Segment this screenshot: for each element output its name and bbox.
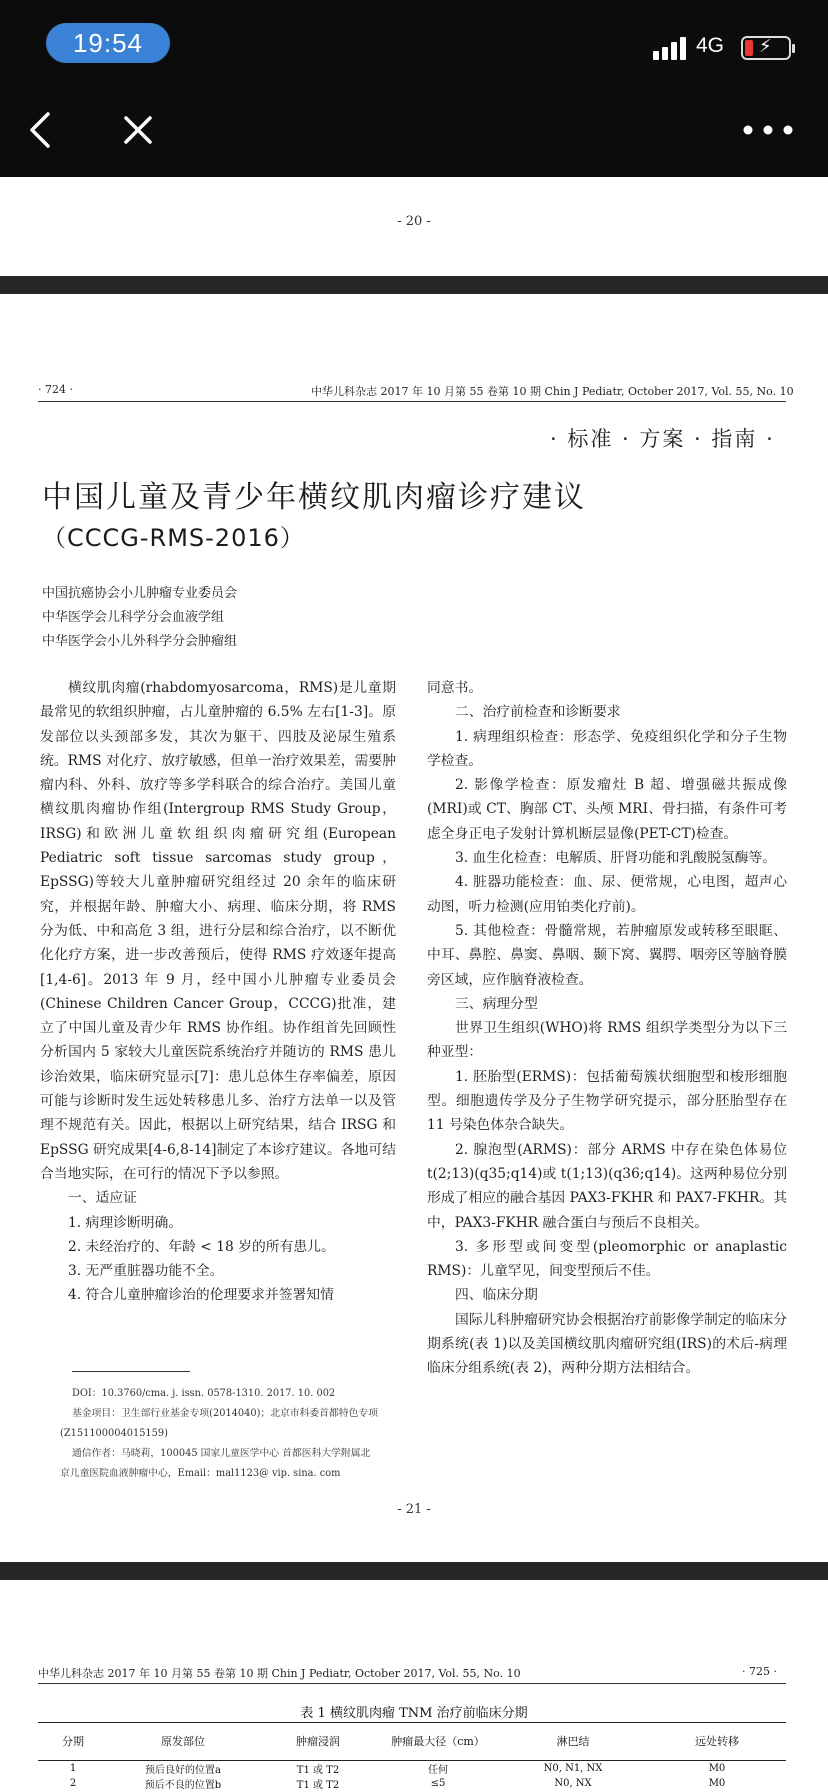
tnm-table <box>38 1722 786 1791</box>
left-column <box>40 676 396 1308</box>
table-cell: ≤5 <box>430 1778 446 1789</box>
paragraph: 1. 病理组织检查：形态学、免疫组织化学和分子生物学检查。 <box>427 728 787 769</box>
top-bar <box>0 0 828 177</box>
footnote-rule <box>72 1371 190 1372</box>
section-heading: 一、适应证 <box>68 1190 137 1207</box>
column-header: 分期 <box>38 1723 108 1761</box>
paragraph: 2. 影像学检查：原发瘤灶 B 超、增强磁共振成像(MRI)或 CT、胸部 CT、头颅 MRI、骨扫描，有条件可考虑全身正电子发射计算机断层显像(PET-CT)检查。 <box>427 777 787 842</box>
author: 中华医学会儿科学分会血液学组 <box>42 610 225 625</box>
table-cell: 预后良好的位置a <box>145 1765 221 1776</box>
column-header: 淋巴结 <box>498 1723 648 1761</box>
page-number-middle: - 21 - <box>397 1502 431 1517</box>
table-row <box>38 1776 786 1791</box>
more-options-icon[interactable] <box>740 120 796 140</box>
article-subtitle: （CCCG-RMS-2016） <box>42 524 305 552</box>
list-item: 2. 未经治疗的、年龄 < 18 岁的所有患儿。 <box>68 1238 335 1255</box>
next-page-journal: 中华儿科杂志 2017 年 10 月第 55 卷第 10 期 Chin J Pediatr, October 2017, Vol. 55, No. 10 <box>38 1667 521 1680</box>
paragraph: 世界卫生组织(WHO)将 RMS 组织学类型分为以下三种亚型： <box>427 1020 787 1061</box>
column-header: 肿瘤浸润 <box>258 1723 378 1761</box>
table-cell: T1 或 T2 <box>296 1780 340 1791</box>
table-header-row <box>38 1723 786 1761</box>
running-header-page: · 724 · <box>38 383 73 396</box>
footnotes <box>60 1384 380 1484</box>
signal-icon <box>653 36 691 60</box>
next-page-number: · 725 · <box>742 1665 777 1678</box>
author: 中华医学会小儿外科学分会肿瘤组 <box>42 634 238 649</box>
table-title: 表 1 横纹肌肉瘤 TNM 治疗前临床分期 <box>300 1706 528 1721</box>
paragraph: 3. 血生化检查：电解质、肝肾功能和乳酸脱氢酶等。 <box>455 850 777 867</box>
right-column <box>427 676 787 1381</box>
list-item: 3. 无严重脏器功能不全。 <box>68 1263 224 1280</box>
article-genre: · 标准 · 方案 · 指南 · <box>550 427 775 451</box>
close-icon[interactable] <box>118 110 158 150</box>
running-header-journal: 中华儿科杂志 2017 年 10 月第 55 卷第 10 期 Chin J Pediatr, October 2017, Vol. 55, No. 10 <box>311 385 794 398</box>
network-type: 4G <box>696 34 725 57</box>
intro-paragraph: 横纹肌肉瘤(rhabdomyosarcoma，RMS)是儿童期最常见的软组织肿瘤，占儿童肿瘤的 6.5% 左右[1-3]。原发部位以头颈部多发，其次为躯干、四肢及泌尿生殖系统。RMS 对化疗、放疗敏感，但单一治疗效果差，需要肿瘤内科、外科、放疗等多学科联合的综合治疗。美国儿童横纹肌肉瘤协作组(Intergroup RMS Study Group，IRSG)和欧洲儿童软组织肉瘤研究组(European Pediatric soft tissue sarcomas study group，EpSSG)等较大儿童肿瘤研究组经过 20 余年的临床研究，并根据年龄、肿瘤大小、病理、临床分期，将 RMS 分为低、中和高危 3 组，进行分层和综合治疗，以不断优化化疗方案，进一步改善预后，使得 RMS 疗效逐年提高[1,4-6]。2013 年 9 月，经中国小儿肿瘤专业委员会(Chinese Children Cancer Group，CCCG)批准，建立了中国儿童及青少年 RMS 协作组。协作组首先回顾性分析国内 5 家较大儿童医院系统治疗并随访的 RMS 患儿诊治效果，临床研究显示[7]：患儿总体生存率偏差，原因可能与诊断时发生远处转移患儿多、治疗方法单一以及管理不规范有关。因此，根据以上研究结果，结合 IRSG 和 EpSSG 研究成果[4-6,8-14]制定了本诊疗建议。各地可结合当地实际，在可行的情况下予以参照。 <box>40 680 396 1182</box>
status-time[interactable]: 19:54 <box>46 23 170 63</box>
table-cell: N0, N1, NX <box>543 1763 603 1774</box>
article-title: 中国儿童及青少年横纹肌肉瘤诊疗建议 <box>42 480 586 515</box>
page-divider <box>0 1562 828 1580</box>
paragraph: 2. 腺泡型(ARMS)：部分 ARMS 中存在染色体易位 t(2;13)(q35;q14)或 t(1;13)(q36;q14)。这两种易位分别形成了相应的融合基因 PAX3-FKHR 和 PAX7-FKHR。其中，PAX3-FKHR 融合蛋白与预后不良相关。 <box>427 1141 787 1231</box>
page-divider <box>0 276 828 294</box>
table-row <box>38 1761 786 1777</box>
column-header: 原发部位 <box>108 1723 258 1761</box>
author: 中国抗癌协会小儿肿瘤专业委员会 <box>42 586 238 601</box>
battery-icon: ⚡ <box>741 36 791 60</box>
paragraph: 1. 胚胎型(ERMS)：包括葡萄簇状细胞型和梭形细胞型。细胞遗传学及分子生物学研究提示，部分胚胎型存在 11 号染色体杂合缺失。 <box>427 1068 787 1134</box>
table-cell: 1 <box>69 1763 77 1774</box>
table-cell: 预后不良的位置b <box>144 1780 222 1791</box>
footnote-correspondence: 通信作者：马晓莉，100045 国家儿童医学中心 首都医科大学附属北京儿童医院血液肿瘤中心，Email：mal1123@ vip. sina. com <box>60 1448 371 1479</box>
paragraph: 国际儿科肿瘤研究协会根据治疗前影像学制定的临床分期系统(表 1)以及美国横纹肌肉瘤研究组(IRS)的术后-病理临床分组系统(表 2)，两种分期方法相结合。 <box>427 1311 787 1377</box>
back-icon[interactable] <box>22 108 62 152</box>
paragraph: 4. 脏器功能检查：血、尿、便常规，心电图，超声心动图，听力检测(应用铂类化疗前)。 <box>427 874 787 915</box>
author-list <box>42 582 237 654</box>
table-cell: 2 <box>69 1778 77 1789</box>
paragraph: 5. 其他检查：骨髓常规，若肿瘤原发或转移至眼眶、中耳、鼻腔、鼻窦、鼻咽、颞下窝、翼腭、咽旁区等脑脊膜旁区域，应作脑脊液检查。 <box>427 922 787 988</box>
table-cell: T1 或 T2 <box>296 1765 340 1776</box>
list-item: 1. 病理诊断明确。 <box>68 1214 183 1231</box>
column-header: 肿瘤最大径（cm） <box>378 1723 498 1761</box>
section-heading: 四、临床分期 <box>455 1287 538 1304</box>
section-heading: 三、病理分型 <box>455 995 538 1012</box>
paragraph: 同意书。 <box>427 680 483 696</box>
footnote-funding: 基金项目：卫生部行业基金专项(2014040)；北京市科委首都特色专项(Z151100004015159) <box>60 1408 378 1439</box>
footnote-doi: DOI：10.3760/cma. j. issn. 0578-1310. 2017. 10. 002 <box>72 1388 336 1399</box>
paragraph: 3. 多形型或间变型(pleomorphic or anaplastic RMS)：儿童罕见，间变型预后不佳。 <box>427 1238 787 1280</box>
table-cell: M0 <box>708 1763 726 1774</box>
column-header: 远处转移 <box>648 1723 786 1761</box>
table-cell: N0, NX <box>554 1778 592 1789</box>
table-cell: M0 <box>708 1778 726 1789</box>
list-item: 4. 符合儿童肿瘤诊治的伦理要求并签署知情 <box>68 1287 334 1304</box>
header-rule <box>38 401 786 402</box>
section-heading: 二、治疗前检查和诊断要求 <box>455 704 621 721</box>
page-number-top: - 20 - <box>397 214 431 229</box>
header-rule <box>38 1683 786 1684</box>
table-cell: 任何 <box>428 1765 448 1776</box>
